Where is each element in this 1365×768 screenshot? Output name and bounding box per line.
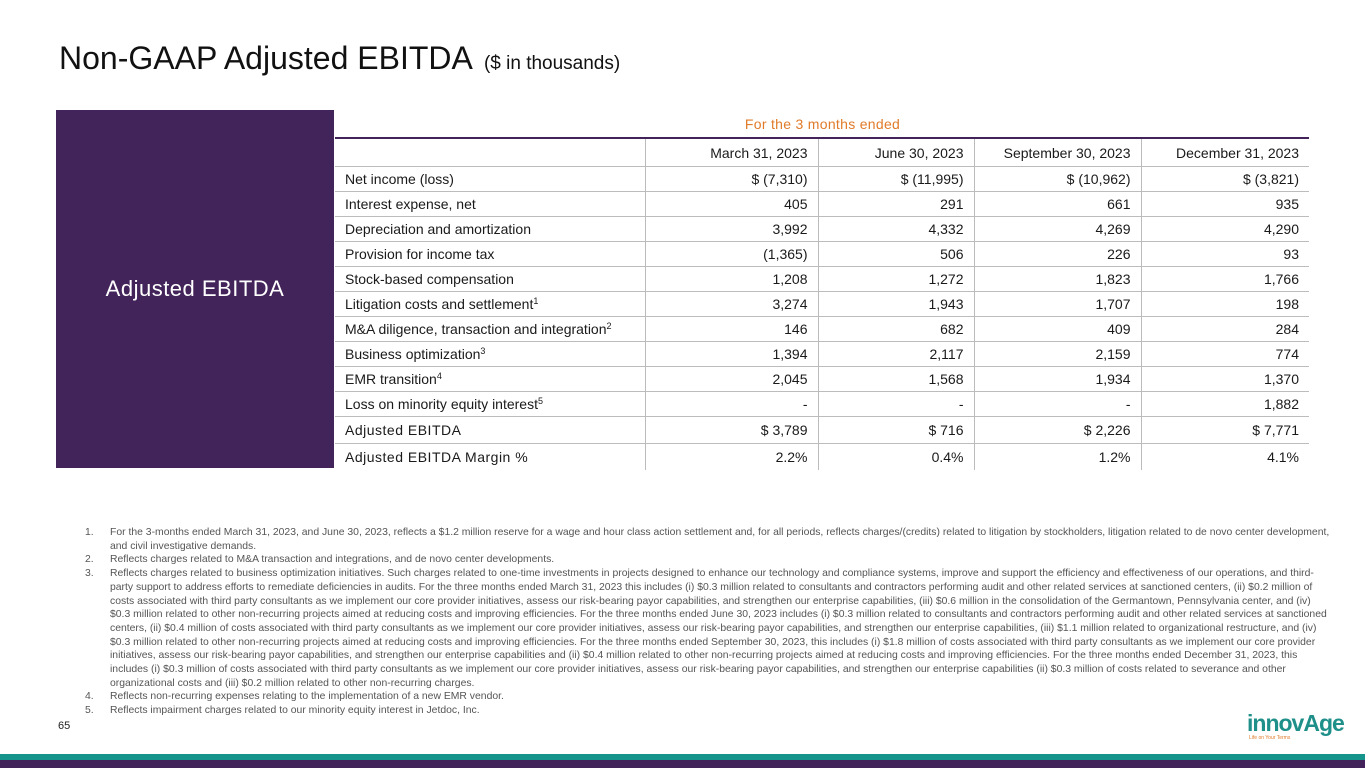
cell-value: 2,159 <box>974 342 1141 367</box>
title-subtitle: ($ in thousands) <box>483 53 621 74</box>
cell-value: 146 <box>645 317 818 342</box>
row-label: M&A diligence, transaction and integration$^2$ <box>335 317 645 342</box>
row-label: Litigation costs and settlement$^1$ <box>335 292 645 317</box>
cell-value: 2,117 <box>818 342 974 367</box>
cell-value: $ 7,771 <box>1141 417 1309 444</box>
row-label: Net income (loss) <box>335 167 645 192</box>
cell-value: 1,394 <box>645 342 818 367</box>
cell-value: 1.2% <box>974 444 1141 471</box>
table-row <box>335 392 1309 417</box>
title-main: Non-GAAP Adjusted EBITDA <box>59 40 472 76</box>
cell-value: 409 <box>974 317 1141 342</box>
table-row <box>335 217 1309 242</box>
cell-value: $ (11,995) <box>818 167 974 192</box>
footnotes <box>85 526 1330 718</box>
page-title <box>59 40 620 77</box>
table-row <box>335 317 1309 342</box>
column-header <box>335 138 645 167</box>
cell-value: $ 3,789 <box>645 417 818 444</box>
table-row <box>335 167 1309 192</box>
column-header: September 30, 2023 <box>974 138 1141 167</box>
cell-value: 226 <box>974 242 1141 267</box>
cell-value: 198 <box>1141 292 1309 317</box>
side-panel <box>56 110 334 468</box>
cell-value: 1,370 <box>1141 367 1309 392</box>
footnote-item: 4. Reflects non-recurring expenses relating to the implementation of a new EMR vendor. <box>85 691 504 703</box>
cell-value: 4,290 <box>1141 217 1309 242</box>
row-label: Adjusted EBITDA Margin % <box>345 449 529 465</box>
cell-value: 1,208 <box>645 267 818 292</box>
cell-value: 4.1% <box>1141 444 1309 471</box>
cell-value: 4,269 <box>974 217 1141 242</box>
row-label: Provision for income tax <box>335 242 645 267</box>
logo-tagline: Life on Your Terms <box>1249 735 1291 741</box>
ebitda-table <box>335 137 1309 470</box>
cell-value: 661 <box>974 192 1141 217</box>
footnote-item: 1. For the 3-months ended March 31, 2023, and June 30, 2023, reflects a $1.2 million reserve for a wage and hour class action settlement and, for all periods, reflects charges/(credits) related to litigation by stockholders, litigation related to de novo center development, and civil investigative demands. <box>85 527 1330 552</box>
row-label: Stock-based compensation <box>335 267 645 292</box>
column-header: December 31, 2023 <box>1141 138 1309 167</box>
table-header-row <box>335 138 1309 167</box>
table-row <box>335 267 1309 292</box>
cell-value: 1,766 <box>1141 267 1309 292</box>
total-row-ebitda-margin <box>335 444 1309 471</box>
cell-value: 1,272 <box>818 267 974 292</box>
cell-value: 3,274 <box>645 292 818 317</box>
footnote-item: 2. Reflects charges related to M&A transaction and integrations, and de novo center developments. <box>85 554 555 566</box>
total-row-adjusted-ebitda <box>335 417 1309 444</box>
cell-value: - <box>974 392 1141 417</box>
column-header: June 30, 2023 <box>818 138 974 167</box>
cell-value: 93 <box>1141 242 1309 267</box>
cell-value: 1,882 <box>1141 392 1309 417</box>
table-row <box>335 342 1309 367</box>
footnote-ref: 4 <box>436 371 442 381</box>
cell-value: $ 716 <box>818 417 974 444</box>
cell-value: 4,332 <box>818 217 974 242</box>
cell-value: 774 <box>1141 342 1309 367</box>
table-row <box>335 242 1309 267</box>
row-label: EMR transition$^4$ <box>335 367 645 392</box>
side-panel-label: Adjusted EBITDA <box>105 276 285 301</box>
cell-value: $ (3,821) <box>1141 167 1309 192</box>
cell-value: 2,045 <box>645 367 818 392</box>
cell-value: - <box>818 392 974 417</box>
cell-value: 2.2% <box>645 444 818 471</box>
footnote-ref: 1 <box>533 296 539 306</box>
period-header: For the 3 months ended <box>744 116 901 132</box>
footnote-ref: 5 <box>537 396 543 406</box>
cell-value: 405 <box>645 192 818 217</box>
cell-value: 1,934 <box>974 367 1141 392</box>
cell-value: 1,707 <box>974 292 1141 317</box>
cell-value: 1,568 <box>818 367 974 392</box>
row-label: Adjusted EBITDA <box>335 417 645 444</box>
cell-value: $ (7,310) <box>645 167 818 192</box>
cell-value: 291 <box>818 192 974 217</box>
row-label: Business optimization$^3$ <box>335 342 645 367</box>
cell-value: 506 <box>818 242 974 267</box>
cell-value: 1,823 <box>974 267 1141 292</box>
innovage-logo: innovAge Life on Your Terms <box>1247 710 1344 741</box>
table-row <box>335 292 1309 317</box>
cell-value: 935 <box>1141 192 1309 217</box>
cell-value: 0.4% <box>818 444 974 471</box>
footnote-item: 3. Reflects charges related to business optimization initiatives. Such charges related to one-time investments in projects designed to enhance our technology and compliance systems, improve and support the efficiency and effectiveness of our operations, and third-party support to address efforts to remediate deficiencies in audits. For the three months ended March 31, 2023 this includes (i) $0.3 million related to consultants and contractors performing audit and other related services at sanctioned centers, (ii) $0.2 million of costs associated with third party consultants as we implement our core provider initiatives, assess our risk-bearing payor capabilities, and strengthen our enterprise capabilities, (iii) $0.6 million in the consolidation of the Germantown, Pennsylvania center, and (iv) $0.3 million related to other non-recurring projects aimed at reducing costs and improving efficiencies. For the three months ended June 30, 2023 includes (i) $0.3 million related to consultants and contractors performing audit and other related services at sanctioned centers, (ii) $0.4 million of costs associated with third party consultants as we implement our core provider initiatives, assess our risk-bearing payor capabilities, and strengthen our enterprise capabilities, (iii) $1.1 million related to organizational restructure, and (iv) $0.3 million related to other non-recurring projects aimed at reducing costs and improving efficiencies. For the three months ended September 30, 2023, this includes (i) $1.8 million of costs associated with third party consultants as we implement our core provider initiatives, assess our risk-bearing payor capabilities, and strengthen our enterprise capabilities and (ii) $0.4 million related to other non-recurring projects aimed at reducing costs and improving efficiencies. For the three months ended December 31, 2023, this includes (i) $0.3 million of costs associated with third party consultants as we implement our core provider initiatives, assess our risk-bearing payor capabilities, and strengthen our enterprise capabilities (ii) $0.3 million of costs related to severance and other organizational costs and (iii) $0.2 million related to other non-recurring charges. <box>85 568 1327 689</box>
row-label: Interest expense, net <box>335 192 645 217</box>
cell-value: - <box>645 392 818 417</box>
cell-value: $ (10,962) <box>974 167 1141 192</box>
table-row <box>335 192 1309 217</box>
cell-value: 682 <box>818 317 974 342</box>
footnote-ref: 2 <box>606 321 612 331</box>
cell-value: 284 <box>1141 317 1309 342</box>
cell-value: $ 2,226 <box>974 417 1141 444</box>
page-number: 65 <box>58 720 71 732</box>
footnote-ref: 3 <box>480 346 486 356</box>
footer-bar-purple <box>0 760 1365 768</box>
cell-value: 1,943 <box>818 292 974 317</box>
table-row <box>335 367 1309 392</box>
row-label: Depreciation and amortization <box>335 217 645 242</box>
cell-value: 3,992 <box>645 217 818 242</box>
row-label: Loss on minority equity interest$^5$ <box>335 392 645 417</box>
footnote-item: 5. Reflects impairment charges related to our minority equity interest in Jetdoc, Inc. <box>85 705 480 717</box>
column-header: March 31, 2023 <box>645 138 818 167</box>
cell-value: (1,365) <box>645 242 818 267</box>
